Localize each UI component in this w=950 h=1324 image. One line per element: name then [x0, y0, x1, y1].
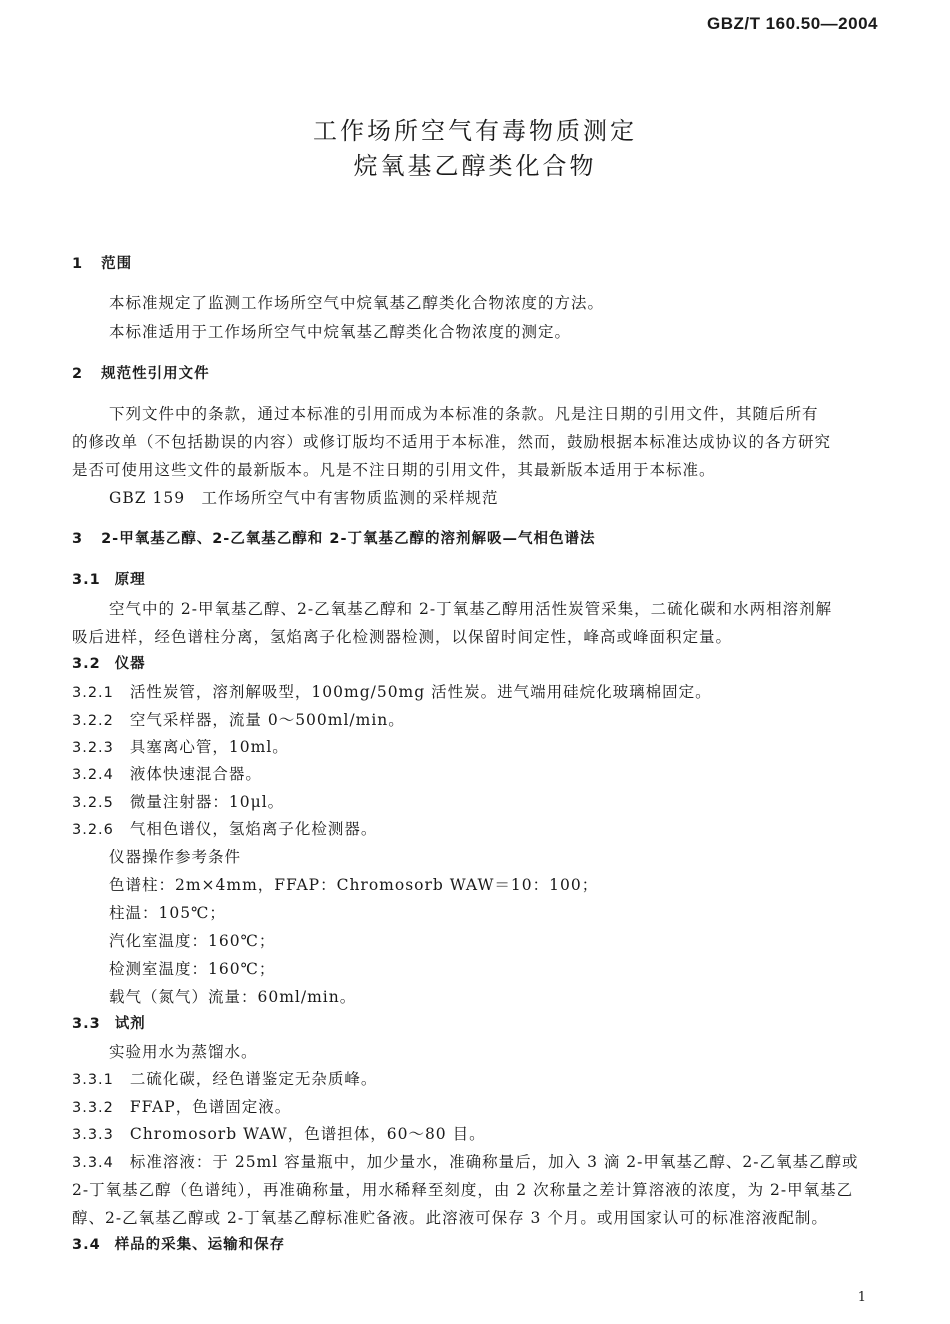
line-text: 汽化室温度：160℃；: [109, 932, 276, 950]
line-text: 标准溶液：于 25ml 容量瓶中，加少量水，准确称量后，加入 3 滴 2-甲氧基乙醇、2-乙氧基乙醇或: [129, 1153, 859, 1171]
paragraph-line: [109, 320, 571, 342]
line-text: 柱温：105℃；: [109, 904, 226, 922]
line-text: 色谱柱：2m×4mm，FFAP：Chromosorb WAW＝10：100；: [109, 876, 599, 894]
clause-number: 3.2.2: [72, 713, 114, 729]
line-text: 醇、2-乙氧基乙醇或 2-丁氧基乙醇标准贮备液。此溶液可保存 3 个月。或用国家认可的标准溶液配制。: [72, 1209, 828, 1227]
line-text: 吸后进样，经色谱柱分离，氢焰离子化检测器检测，以保留时间定性，峰高或峰面积定量。: [72, 628, 733, 646]
line-text: 液体快速混合器。: [129, 765, 262, 783]
line-text: 检测室温度：160℃；: [109, 960, 276, 978]
line-text: 样品的采集、运输和保存: [114, 1237, 286, 1253]
paragraph-line: [109, 597, 832, 619]
paragraph-line: [109, 1040, 258, 1062]
clause-line: [72, 817, 377, 839]
line-text: 具塞离心管，10ml。: [129, 738, 289, 756]
line-text: 二硫化碳，经色谱鉴定无杂质峰。: [129, 1070, 378, 1088]
paragraph-line: [109, 929, 275, 951]
paragraph-line: [109, 486, 499, 508]
clause-line: [72, 1150, 858, 1172]
paragraph-line: [109, 901, 226, 923]
clause-number: 3.4: [72, 1237, 101, 1253]
clause-number: 2: [72, 366, 84, 382]
standard-code: GBZ/T 160.50—2004: [706, 14, 878, 33]
clause-number: 3.3.2: [72, 1100, 114, 1116]
line-text: 范围: [101, 256, 133, 272]
clause-line: [72, 735, 289, 757]
paragraph-line: [109, 291, 604, 313]
clause-number: 3.3.3: [72, 1127, 114, 1143]
line-text: 2-甲氧基乙醇、2-乙氧基乙醇和 2-丁氧基乙醇的溶剂解吸—气相色谱法: [101, 531, 596, 547]
clause-number: 3.3.1: [72, 1072, 114, 1088]
paragraph-line: [109, 402, 819, 424]
paragraph-line: [109, 957, 275, 979]
document-title-line-1: 工作场所空气有毒物质测定: [313, 117, 637, 145]
section-heading: [72, 252, 132, 273]
clause-number: 3.1: [72, 572, 101, 588]
line-text: GBZ 159 工作场所空气中有害物质监测的采样规范: [109, 489, 499, 507]
line-text: FFAP，色谱固定液。: [129, 1098, 292, 1116]
line-text: 微量注射器：10μl。: [129, 793, 285, 811]
clause-number: 3.2: [72, 656, 101, 672]
clause-line: [72, 708, 405, 730]
paragraph-line: [72, 458, 716, 480]
line-text: Chromosorb WAW，色谱担体，60～80 目。: [129, 1125, 486, 1143]
clause-number: 3.2.1: [72, 685, 114, 701]
clause-number: 3.2.3: [72, 740, 114, 756]
clause-number: 1: [72, 256, 84, 272]
line-text: 规范性引用文件: [101, 366, 210, 382]
clause-line: [72, 1095, 291, 1117]
line-text: 仪器: [114, 656, 146, 672]
clause-line: [72, 680, 712, 702]
line-text: 活性炭管，溶剂解吸型，100mg/50mg 活性炭。进气端用硅烷化玻璃棉固定。: [129, 683, 712, 701]
line-text: 2-丁氧基乙醇（色谱纯），再准确称量，用水稀释至刻度，由 2 次称量之差计算溶液的浓度，为 2-甲氧基乙: [72, 1181, 854, 1199]
section-heading: [72, 652, 146, 673]
paragraph-line: [109, 845, 241, 867]
page-number: 1: [857, 1290, 866, 1305]
line-text: 实验用水为蒸馏水。: [109, 1043, 258, 1061]
line-text: 的修改单（不包括勘误的内容）或修订版均不适用于本标准，然而，鼓励根据本标准达成协议的各方研究: [72, 433, 832, 451]
line-text: 试剂: [114, 1016, 146, 1032]
line-text: 空气中的 2-甲氧基乙醇、2-乙氧基乙醇和 2-丁氧基乙醇用活性炭管采集，二硫化碳和水两相溶剂解: [109, 600, 833, 618]
paragraph-line: [72, 1206, 828, 1228]
paragraph-line: [109, 985, 356, 1007]
document-title-line-2: 烷氧基乙醇类化合物: [353, 152, 597, 180]
line-text: 本标准规定了监测工作场所空气中烷氧基乙醇类化合物浓度的方法。: [109, 294, 605, 312]
section-heading: [72, 568, 146, 589]
clause-number: 3.2.5: [72, 795, 114, 811]
clause-number: 3.2.4: [72, 767, 114, 783]
paragraph-line: [72, 430, 831, 452]
section-heading: [72, 362, 210, 383]
line-text: 仪器操作参考条件: [109, 848, 242, 866]
line-text: 本标准适用于工作场所空气中烷氧基乙醇类化合物浓度的测定。: [109, 323, 572, 341]
line-text: 下列文件中的条款，通过本标准的引用而成为本标准的条款。凡是注日期的引用文件，其随后所有: [109, 405, 819, 423]
clause-number: 3.3.4: [72, 1155, 114, 1171]
line-text: 载气（氮气）流量：60ml/min。: [109, 988, 357, 1006]
paragraph-line: [109, 873, 598, 895]
paragraph-line: [72, 625, 732, 647]
clause-line: [72, 1067, 377, 1089]
paragraph-line: [72, 1178, 853, 1200]
line-text: 原理: [114, 572, 146, 588]
clause-number: 3.3: [72, 1016, 101, 1032]
clause-number: 3: [72, 531, 84, 547]
line-text: 空气采样器，流量 0～500ml/min。: [129, 711, 405, 729]
clause-line: [72, 1122, 486, 1144]
section-heading: [72, 1012, 146, 1033]
clause-line: [72, 790, 284, 812]
line-text: 气相色谱仪，氢焰离子化检测器。: [129, 820, 378, 838]
section-heading: [72, 527, 595, 548]
clause-line: [72, 762, 262, 784]
line-text: 是否可使用这些文件的最新版本。凡是不注日期的引用文件，其最新版本适用于本标准。: [72, 461, 716, 479]
clause-number: 3.2.6: [72, 822, 114, 838]
section-heading: [72, 1233, 285, 1254]
